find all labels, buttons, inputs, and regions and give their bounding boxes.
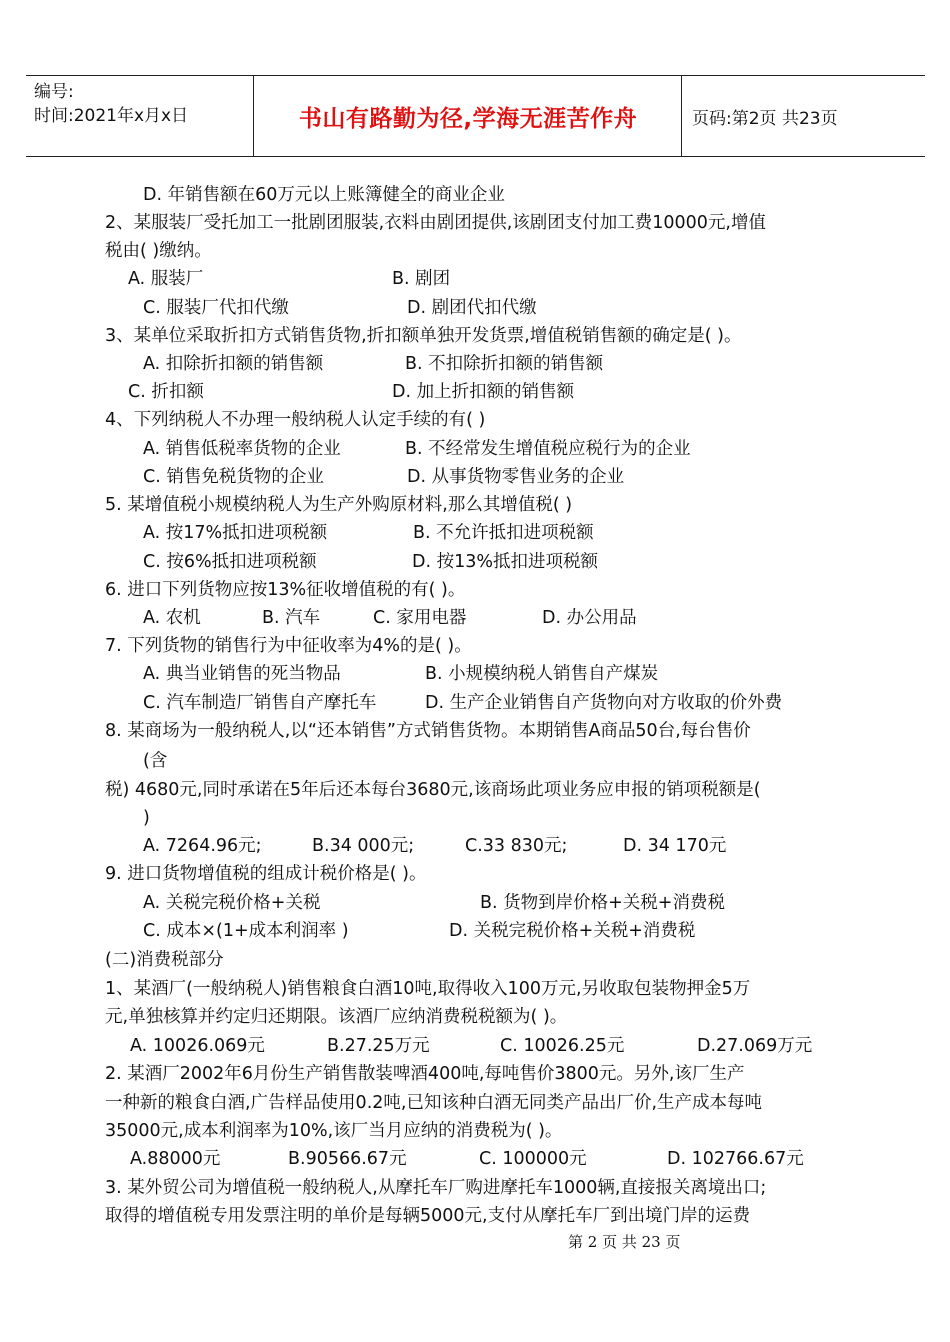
text-line: D.27.069万元 <box>697 1036 813 1056</box>
text-line: D. 年销售额在60万元以上账簿健全的商业企业 <box>143 185 505 205</box>
text-line: A. 关税完税价格+关税 <box>143 893 321 913</box>
text-line: D. 剧团代扣代缴 <box>407 298 537 318</box>
text-line: B.90566.67元 <box>288 1149 407 1169</box>
header-left <box>34 80 188 128</box>
text-line: 1、某酒厂(一般纳税人)销售粮食白酒10吨,取得收入100万元,另收取包装物押金5万 <box>105 979 751 999</box>
text-line: 4、下列纳税人不办理一般纳税人认定手续的有( ) <box>105 410 486 430</box>
text-line: 2. 某酒厂2002年6月份生产销售散装啤酒400吨,每吨售价3800元。另外,该厂生产 <box>105 1064 745 1084</box>
text-line: 5. 某增值税小规模纳税人为生产外购原材料,那么其增值税( ) <box>105 495 573 515</box>
text-line: A.88000元 <box>130 1149 221 1169</box>
text-line: D. 关税完税价格+关税+消费税 <box>449 921 696 941</box>
text-line: B. 不允许抵扣进项税额 <box>413 523 594 543</box>
text-line: A. 按17%抵扣进项税额 <box>143 523 328 543</box>
text-line: ) <box>143 808 150 828</box>
text-line: C. 折扣额 <box>128 382 204 402</box>
text-line: 3. 某外贸公司为增值税一般纳税人,从摩托车厂购进摩托车1000辆,直接报关离境出口; <box>105 1178 767 1198</box>
header-divider <box>681 76 682 156</box>
text-line: C. 销售免税货物的企业 <box>143 467 324 487</box>
text-line: C. 100000元 <box>479 1149 587 1169</box>
text-line: D. 生产企业销售自产货物向对方收取的价外费 <box>425 693 783 713</box>
text-line: 3、某单位采取折扣方式销售货物,折扣额单独开发货票,增值税销售额的确定是( )。 <box>105 326 742 346</box>
text-line: D. 34 170元 <box>623 836 727 856</box>
code-label: 编号: <box>34 82 74 102</box>
text-line: A. 服装厂 <box>128 269 204 289</box>
text-line: 35000元,成本利润率为10%,该厂当月应纳的消费税为( )。 <box>105 1121 563 1141</box>
text-line: 一种新的粮食白酒,广告样品使用0.2吨,已知该种白酒无同类产品出厂价,生产成本每吨 <box>105 1093 763 1113</box>
text-line: D. 按13%抵扣进项税额 <box>412 552 598 572</box>
text-line: 税由( )缴纳。 <box>105 241 212 261</box>
text-line: 税) 4680元,同时承诺在5年后还本每台3680元,该商场此项业务应申报的销项税额是( <box>105 780 761 800</box>
text-line: A. 销售低税率货物的企业 <box>143 439 341 459</box>
text-line: 6. 进口下列货物应按13%征收增值税的有( )。 <box>105 580 466 600</box>
text-line: 9. 进口货物增值税的组成计税价格是( )。 <box>105 864 427 884</box>
text-line: D. 加上折扣额的销售额 <box>392 382 575 402</box>
text-line: D. 102766.67元 <box>667 1149 804 1169</box>
text-line: 8. 某商场为一般纳税人,以“还本销售”方式销售货物。本期销售A商品50台,每台售价 <box>105 721 751 741</box>
text-line: B. 小规模纳税人销售自产煤炭 <box>425 664 659 684</box>
text-line: C. 汽车制造厂销售自产摩托车 <box>143 693 377 713</box>
text-line: (二)消费税部分 <box>105 950 224 970</box>
text-line: 2、某服装厂受托加工一批剧团服装,衣料由剧团提供,该剧团支付加工费10000元,增值 <box>105 213 766 233</box>
page-info: 页码:第2页 共23页 <box>692 108 838 129</box>
text-line: C.33 830元; <box>465 836 568 856</box>
text-line: A. 10026.069元 <box>130 1036 265 1056</box>
text-line: B.34 000元; <box>312 836 415 856</box>
text-line: C. 成本×(1+成本利润率 ) <box>143 921 349 941</box>
text-line: A. 典当业销售的死当物品 <box>143 664 341 684</box>
text-line: B. 剧团 <box>392 269 451 289</box>
text-line: B.27.25万元 <box>327 1036 430 1056</box>
text-line: C. 按6%抵扣进项税额 <box>143 552 317 572</box>
text-line: C. 家用电器 <box>373 608 467 628</box>
header-motto: 书山有路勤为径,学海无涯苦作舟 <box>298 105 638 132</box>
text-line: B. 不经常发生增值税应税行为的企业 <box>405 439 691 459</box>
text-line: D. 办公用品 <box>542 608 637 628</box>
text-line: A. 7264.96元; <box>143 836 262 856</box>
text-line: 7. 下列货物的销售行为中征收率为4%的是( )。 <box>105 636 472 656</box>
time-label: 时间:2021年x月x日 <box>34 106 189 126</box>
text-line: C. 10026.25元 <box>500 1036 625 1056</box>
page-header <box>26 75 925 157</box>
header-divider <box>253 76 254 156</box>
text-line: B. 汽车 <box>262 608 321 628</box>
text-line: A. 农机 <box>143 608 201 628</box>
text-line: A. 扣除折扣额的销售额 <box>143 354 324 374</box>
text-line: (含 <box>143 751 168 771</box>
text-line: 取得的增值税专用发票注明的单价是每辆5000元,支付从摩托车厂到出境门岸的运费 <box>105 1206 751 1226</box>
text-line: B. 不扣除折扣额的销售额 <box>405 354 604 374</box>
text-line: 元,单独核算并约定归还期限。该酒厂应纳消费税税额为( )。 <box>105 1007 568 1027</box>
text-line: C. 服装厂代扣代缴 <box>143 298 289 318</box>
text-line: D. 从事货物零售业务的企业 <box>407 467 625 487</box>
text-line: B. 货物到岸价格+关税+消费税 <box>480 893 725 913</box>
page-footer: 第 2 页 共 23 页 <box>568 1233 681 1251</box>
